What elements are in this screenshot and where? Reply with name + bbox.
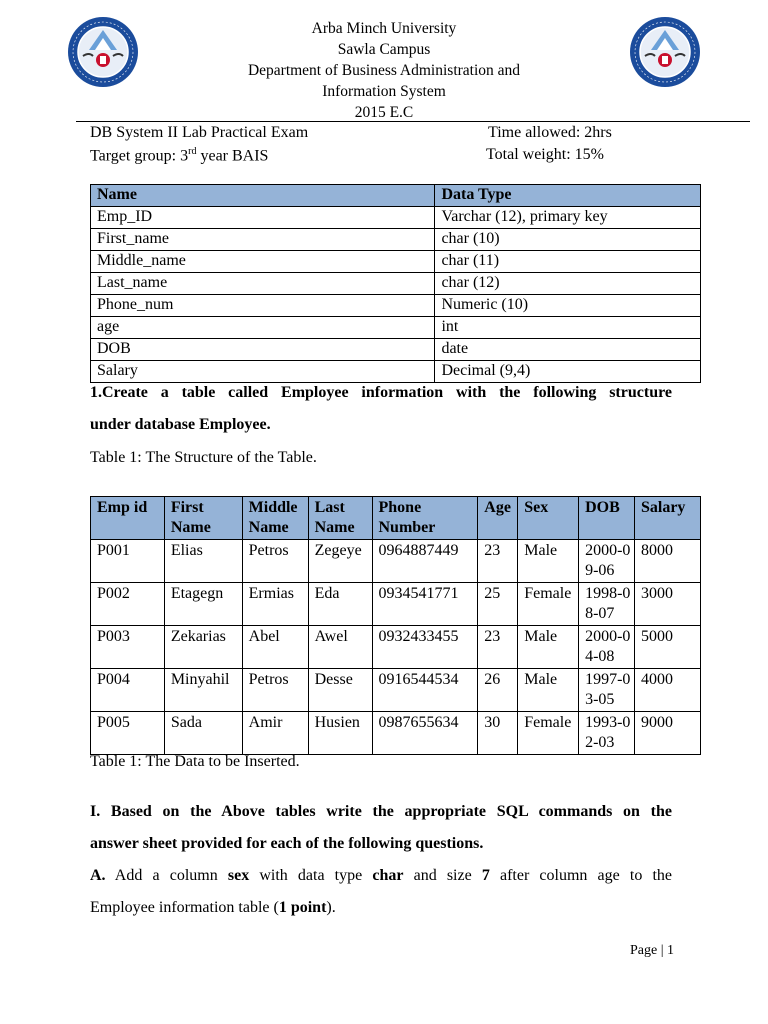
table-cell: 2000-04-08 (579, 626, 635, 669)
table-row (91, 712, 701, 755)
table-cell: Varchar (12), primary key (435, 207, 701, 229)
column-header: Sex (518, 497, 579, 540)
table-cell: 0964887449 (372, 540, 478, 583)
table-cell: Male (518, 540, 579, 583)
academic-year: 2015 E.C (354, 104, 414, 121)
table-cell: 0934541771 (372, 583, 478, 626)
table-cell: 1993-02-03 (579, 712, 635, 755)
column-header: Name (91, 185, 435, 207)
page-number: Page | 1 (630, 943, 675, 958)
table-row (91, 626, 701, 669)
table-cell: 0987655634 (372, 712, 478, 755)
table-row (91, 583, 701, 626)
column-header: Middle Name (242, 497, 308, 540)
table-cell: Middle_name (91, 251, 435, 273)
department-name: Department of Business Administration and (247, 62, 521, 79)
table-cell: 23 (478, 540, 518, 583)
table-cell: date (435, 339, 701, 361)
table-cell: 23 (478, 626, 518, 669)
table-cell: Elias (164, 540, 242, 583)
column-header: First Name (164, 497, 242, 540)
table-row (91, 229, 701, 251)
table-cell: age (91, 317, 435, 339)
table-cell: 0932433455 (372, 626, 478, 669)
table-cell: Emp_ID (91, 207, 435, 229)
table-cell: P001 (91, 540, 165, 583)
table-row (91, 251, 701, 273)
table-cell: P003 (91, 626, 165, 669)
table-row (91, 540, 701, 583)
table-cell: Minyahil (164, 669, 242, 712)
data-table (90, 496, 701, 755)
section-1-line-2: answer sheet provided for each of the following questions. (90, 835, 484, 852)
university-seal-icon (629, 16, 701, 88)
column-header: Age (478, 497, 518, 540)
table-row (91, 339, 701, 361)
table-row (91, 273, 701, 295)
table-cell: Petros (242, 540, 308, 583)
campus-name: Sawla Campus (337, 41, 431, 58)
table-cell: Numeric (10) (435, 295, 701, 317)
table-header-row (91, 497, 701, 540)
table-cell: P005 (91, 712, 165, 755)
table-cell: 30 (478, 712, 518, 755)
table-cell: DOB (91, 339, 435, 361)
column-header: Data Type (435, 185, 701, 207)
table-caption-structure: Table 1: The Structure of the Table. (90, 449, 317, 466)
time-allowed: Time allowed: 2hrs (488, 124, 612, 141)
table-cell: 4000 (634, 669, 700, 712)
table-cell: Awel (308, 626, 372, 669)
department-name-cont: Information System (322, 83, 446, 100)
table-cell: P004 (91, 669, 165, 712)
total-weight: Total weight: 15% (486, 146, 604, 163)
table-cell: 8000 (634, 540, 700, 583)
table-cell: Last_name (91, 273, 435, 295)
table-cell: 9000 (634, 712, 700, 755)
table-row (91, 361, 701, 383)
column-header: DOB (579, 497, 635, 540)
table-cell: Sada (164, 712, 242, 755)
university-seal-icon (67, 16, 139, 88)
table-row (91, 207, 701, 229)
table-row (91, 295, 701, 317)
structure-table (90, 184, 701, 383)
table-cell: Husien (308, 712, 372, 755)
table-cell: Eda (308, 583, 372, 626)
section-1-line-1: I. Based on the Above tables write the appropriate SQL commands on the (90, 803, 672, 820)
question-1-line-1: 1.Create a table called Employee information with the following structure (90, 384, 672, 401)
table-cell: Abel (242, 626, 308, 669)
table-cell: 0916544534 (372, 669, 478, 712)
table-cell: Phone_num (91, 295, 435, 317)
question-a-line-2: Employee information table (1 point). (90, 899, 336, 916)
table-cell: Female (518, 583, 579, 626)
table-cell: Ermias (242, 583, 308, 626)
table-row (91, 669, 701, 712)
column-header: Last Name (308, 497, 372, 540)
table-cell: Desse (308, 669, 372, 712)
column-header: Emp id (91, 497, 165, 540)
table-cell: Decimal (9,4) (435, 361, 701, 383)
column-header: Phone Number (372, 497, 478, 540)
table-row (91, 317, 701, 339)
university-name: Arba Minch University (311, 20, 457, 37)
exam-title: DB System II Lab Practical Exam (90, 124, 309, 141)
table-cell: P002 (91, 583, 165, 626)
table-cell: Zekarias (164, 626, 242, 669)
table-cell: 25 (478, 583, 518, 626)
table-cell: char (10) (435, 229, 701, 251)
target-group: Target group: 3rd year BAIS (90, 146, 269, 165)
table-cell: First_name (91, 229, 435, 251)
question-1-line-2: under database Employee. (90, 416, 271, 433)
table-cell: Female (518, 712, 579, 755)
table-cell: 1998-08-07 (579, 583, 635, 626)
table-cell: char (11) (435, 251, 701, 273)
table-header-row (91, 185, 701, 207)
table-cell: Amir (242, 712, 308, 755)
header-rule (76, 121, 750, 122)
table-cell: char (12) (435, 273, 701, 295)
table-cell: 26 (478, 669, 518, 712)
table-cell: Salary (91, 361, 435, 383)
table-cell: 1997-03-05 (579, 669, 635, 712)
table-cell: 3000 (634, 583, 700, 626)
table-cell: Male (518, 626, 579, 669)
table-cell: 2000-09-06 (579, 540, 635, 583)
column-header: Salary (634, 497, 700, 540)
question-a-line-1: A. Add a column sex with data type char and size 7 after column age to the (90, 867, 672, 884)
table-cell: Zegeye (308, 540, 372, 583)
table-caption-data: Table 1: The Data to be Inserted. (90, 753, 300, 770)
table-cell: Petros (242, 669, 308, 712)
table-cell: Etagegn (164, 583, 242, 626)
table-cell: 5000 (634, 626, 700, 669)
table-cell: int (435, 317, 701, 339)
table-cell: Male (518, 669, 579, 712)
